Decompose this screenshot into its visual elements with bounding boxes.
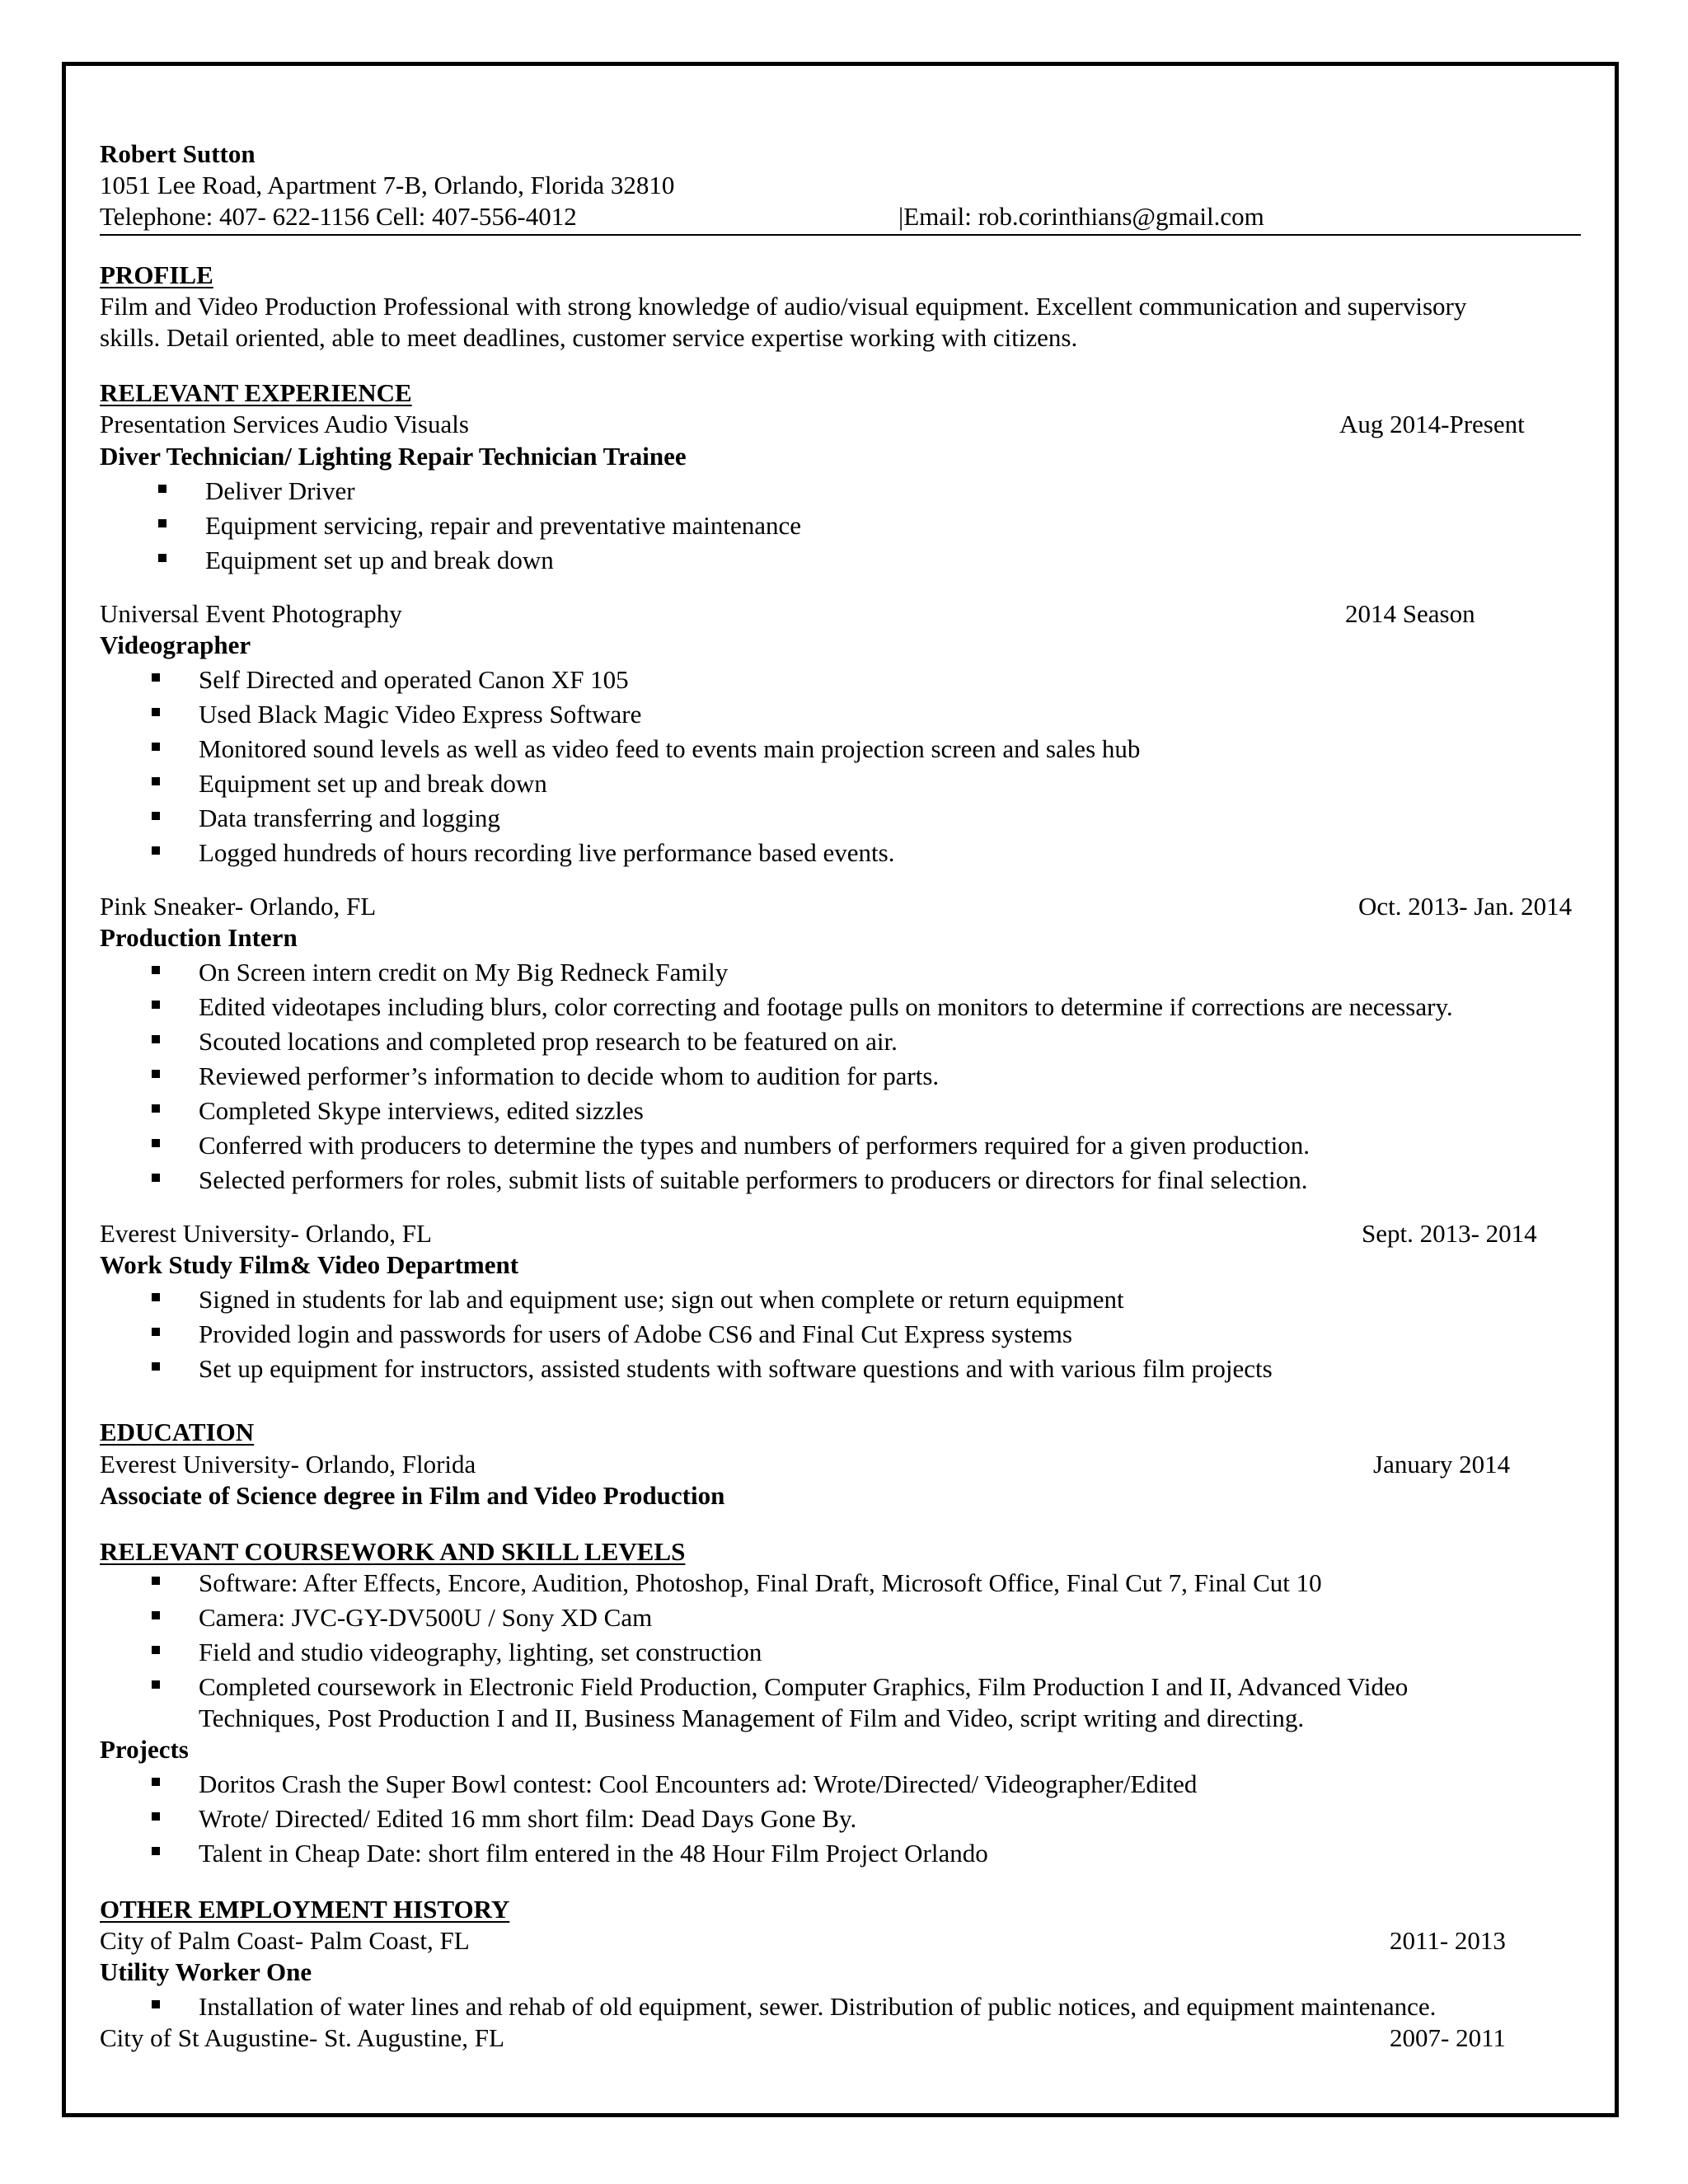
list-item: On Screen intern credit on My Big Redneck Family bbox=[199, 958, 729, 987]
experience-heading: RELEVANT EXPERIENCE bbox=[100, 378, 412, 407]
bullet-icon bbox=[152, 743, 160, 751]
list-item: Equipment set up and break down bbox=[205, 546, 554, 574]
bullet-icon bbox=[152, 812, 160, 820]
list-item: Reviewed performer’s information to decide whom to audition for parts. bbox=[199, 1062, 940, 1090]
bullet-icon bbox=[152, 966, 160, 974]
bullet-icon bbox=[152, 1778, 160, 1786]
job-dates: 2011- 2013 bbox=[1390, 1926, 1506, 1955]
list-item: Doritos Crash the Super Bowl contest: Cool Encounters ad: Wrote/Directed/ Videographer/Edited bbox=[199, 1769, 1198, 1798]
list-item-continuation: Techniques, Post Production I and II, Business Management of Film and Video, script writing and directing. bbox=[199, 1704, 1305, 1732]
list-item: Installation of water lines and rehab of old equipment, sewer. Distribution of public notices, and equipment maintenance. bbox=[199, 1992, 1437, 2021]
job-title: Work Study Film& Video Department bbox=[100, 1250, 519, 1279]
bullet-icon bbox=[152, 1362, 160, 1371]
bullet-icon bbox=[158, 519, 166, 527]
list-item: Wrote/ Directed/ Edited 16 mm short film: Dead Days Gone By. bbox=[199, 1804, 857, 1833]
job-dates: Aug 2014-Present bbox=[1339, 410, 1525, 438]
bullet-icon bbox=[152, 1070, 160, 1078]
degree: Associate of Science degree in Film and Video Production bbox=[100, 1481, 725, 1510]
list-item: Set up equipment for instructors, assisted students with software questions and with various film projects bbox=[199, 1354, 1273, 1383]
profile-text-line: skills. Detail oriented, able to meet deadlines, customer service expertise working with citizens. bbox=[100, 323, 1078, 352]
bullet-icon bbox=[158, 485, 166, 493]
list-item: Used Black Magic Video Express Software bbox=[199, 700, 642, 729]
bullet-icon bbox=[152, 708, 160, 716]
list-item: Deliver Driver bbox=[205, 476, 355, 505]
list-item: Completed Skype interviews, edited sizzles bbox=[199, 1096, 644, 1125]
bullet-icon bbox=[152, 1646, 160, 1654]
job-company: Everest University- Orlando, FL bbox=[100, 1219, 432, 1248]
job-company: Presentation Services Audio Visuals bbox=[100, 410, 469, 438]
list-item: Logged hundreds of hours recording live performance based events. bbox=[199, 838, 895, 867]
bullet-icon bbox=[152, 1680, 160, 1689]
school-name: Everest University- Orlando, Florida bbox=[100, 1450, 476, 1479]
job-dates: Oct. 2013- Jan. 2014 bbox=[1358, 892, 1573, 921]
address: 1051 Lee Road, Apartment 7-B, Orlando, Florida 32810 bbox=[100, 171, 675, 199]
bullet-icon bbox=[152, 1139, 160, 1147]
bullet-icon bbox=[152, 777, 160, 785]
profile-text-line: Film and Video Production Professional with strong knowledge of audio/visual equipment. Excellent communication and supervisory bbox=[100, 292, 1467, 321]
list-item: Equipment set up and break down bbox=[199, 769, 547, 798]
list-item: Selected performers for roles, submit lists of suitable performers to producers or directors for final selection. bbox=[199, 1165, 1308, 1194]
education-heading: EDUCATION bbox=[100, 1418, 255, 1446]
graduation-date: January 2014 bbox=[1373, 1450, 1511, 1479]
job-company: Universal Event Photography bbox=[100, 599, 402, 628]
profile-heading: PROFILE bbox=[100, 260, 213, 289]
bullet-icon bbox=[152, 1611, 160, 1619]
list-item: Self Directed and operated Canon XF 105 bbox=[199, 665, 629, 694]
bullet-icon bbox=[152, 1035, 160, 1043]
job-company: Pink Sneaker- Orlando, FL bbox=[100, 892, 377, 921]
list-item: Software: After Effects, Encore, Audition, Photoshop, Final Draft, Microsoft Office, Final Cut 7, Final Cut 10 bbox=[199, 1568, 1322, 1597]
bullet-icon bbox=[152, 1293, 160, 1301]
other-employment-heading: OTHER EMPLOYMENT HISTORY bbox=[100, 1895, 510, 1924]
job-company: City of Palm Coast- Palm Coast, FL bbox=[100, 1926, 470, 1955]
list-item: Signed in students for lab and equipment use; sign out when complete or return equipment bbox=[199, 1285, 1124, 1314]
list-item: Field and studio videography, lighting, set construction bbox=[199, 1638, 762, 1666]
header-divider bbox=[100, 234, 1581, 236]
list-item: Talent in Cheap Date: short film entered in the 48 Hour Film Project Orlando bbox=[199, 1839, 988, 1868]
job-dates: Sept. 2013- 2014 bbox=[1362, 1219, 1537, 1248]
projects-heading: Projects bbox=[100, 1735, 189, 1764]
job-title: Utility Worker One bbox=[100, 1957, 312, 1986]
job-dates: 2014 Season bbox=[1345, 599, 1475, 628]
candidate-name: Robert Sutton bbox=[100, 139, 256, 168]
job-title: Production Intern bbox=[100, 923, 298, 952]
bullet-icon bbox=[152, 673, 160, 682]
job-title: Diver Technician/ Lighting Repair Technician Trainee bbox=[100, 442, 687, 471]
bullet-icon bbox=[152, 1104, 160, 1113]
list-item: Edited videotapes including blurs, color correcting and footage pulls on monitors to determine if corrections are necessary. bbox=[199, 992, 1453, 1021]
list-item: Scouted locations and completed prop research to be featured on air. bbox=[199, 1027, 898, 1056]
bullet-icon bbox=[152, 1328, 160, 1336]
list-item: Monitored sound levels as well as video feed to events main projection screen and sales hub bbox=[199, 734, 1141, 763]
job-dates: 2007- 2011 bbox=[1390, 2023, 1506, 2052]
list-item: Equipment servicing, repair and preventative maintenance bbox=[205, 511, 802, 540]
job-title: Videographer bbox=[100, 630, 251, 659]
bullet-icon bbox=[152, 846, 160, 855]
bullet-icon bbox=[158, 554, 166, 562]
list-item: Data transferring and logging bbox=[199, 804, 500, 832]
list-item: Provided login and passwords for users of Adobe CS6 and Final Cut Express systems bbox=[199, 1319, 1072, 1348]
bullet-icon bbox=[152, 1847, 160, 1855]
coursework-heading: RELEVANT COURSEWORK AND SKILL LEVELS bbox=[100, 1537, 686, 1566]
list-item: Completed coursework in Electronic Field Production, Computer Graphics, Film Production I and II, Advanced Video bbox=[199, 1672, 1409, 1701]
job-company: City of St Augustine- St. Augustine, FL bbox=[100, 2023, 504, 2052]
list-item: Conferred with producers to determine the types and numbers of performers required for a given production. bbox=[199, 1131, 1311, 1160]
bullet-icon bbox=[152, 1577, 160, 1585]
list-item: Camera: JVC-GY-DV500U / Sony XD Cam bbox=[199, 1603, 653, 1632]
email-address: |Email: rob.corinthians@gmail.com bbox=[898, 202, 1264, 231]
phone-numbers: Telephone: 407- 622-1156 Cell: 407-556-4012 bbox=[100, 202, 577, 231]
bullet-icon bbox=[152, 1001, 160, 1009]
bullet-icon bbox=[152, 2000, 160, 2008]
bullet-icon bbox=[152, 1812, 160, 1821]
bullet-icon bbox=[152, 1174, 160, 1182]
